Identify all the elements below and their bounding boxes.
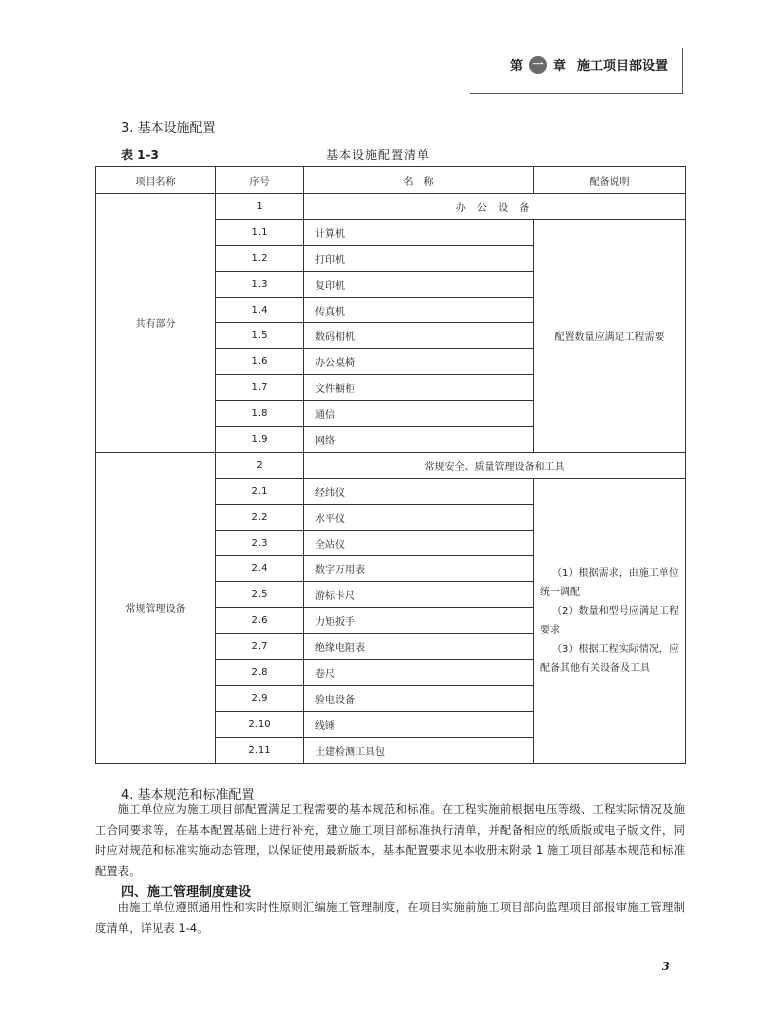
seq-cell: 2.6 (216, 608, 304, 634)
item-name-cell: 复印机 (304, 271, 534, 297)
item-name-cell: 游标卡尺 (304, 582, 534, 608)
table-title: 基本设施配置清单 (326, 148, 431, 162)
note-item: （1）根据需求，由施工单位统一调配 (540, 567, 679, 598)
col-header-note: 配备说明 (534, 167, 686, 194)
note-cell-shared: 配置数量应满足工程需要 (534, 219, 686, 452)
item-name-cell: 全站仪 (304, 530, 534, 556)
seq-cell: 2.10 (216, 711, 304, 737)
section-four-paragraph: 由施工单位遵照通用性和实时性原则汇编施工管理制度，在项目实施前施工项目部向监理项目部报审施工管理制度清单，详见表 1-4。 (95, 901, 685, 935)
item-name-cell: 办公桌椅 (304, 349, 534, 375)
item-name-cell: 网络 (304, 427, 534, 453)
section-4-paragraph: 施工单位应为施工项目部配置满足工程需要的基本规范和标准。在工程实施前根据电压等级、工程实际情况及施工合同要求等，在基本配置基础上进行补充，建立施工项目部标准执行清单，并配备相应的纸质版或电子版文件，同时应对规范和标准实施动态管理，以保证使用最新版本，基本配置要求见本收册末附录 1 施工项目部基本规范和标准配置表。 (95, 803, 685, 878)
item-name-cell: 打印机 (304, 245, 534, 271)
facility-table (95, 166, 686, 764)
note-cell-management (534, 478, 686, 763)
note-item: （3）根据工程实际情况，应配备其他有关设备及工具 (540, 643, 679, 674)
seq-cell: 1.8 (216, 401, 304, 427)
item-name-cell: 力矩扳手 (304, 608, 534, 634)
seq-cell: 1.3 (216, 271, 304, 297)
seq-cell: 2.8 (216, 660, 304, 686)
group-name-management: 常规管理设备 (96, 452, 216, 763)
section-four-heading: 四、施工管理制度建设 (121, 885, 252, 900)
item-name-cell: 线锤 (304, 711, 534, 737)
table-row (96, 452, 686, 478)
item-name-cell: 数码相机 (304, 323, 534, 349)
seq-cell: 2.9 (216, 685, 304, 711)
seq-cell: 2.1 (216, 478, 304, 504)
table-label: 表 1-3 (121, 148, 159, 162)
item-name-cell: 计算机 (304, 219, 534, 245)
seq-cell: 2.3 (216, 530, 304, 556)
seq-cell: 2.5 (216, 582, 304, 608)
seq-cell: 2.4 (216, 556, 304, 582)
table-row (96, 194, 686, 220)
item-name-cell: 验电设备 (304, 685, 534, 711)
section-4-title: 4. 基本规范和标准配置 (121, 788, 255, 803)
seq-cell: 1.2 (216, 245, 304, 271)
seq-cell: 2.11 (216, 737, 304, 763)
seq-cell: 1.9 (216, 427, 304, 453)
chapter-label (510, 55, 566, 74)
item-name-cell: 传真机 (304, 297, 534, 323)
section-3-title: 3. 基本设施配置 (121, 121, 216, 136)
col-header-name: 名 称 (304, 167, 534, 194)
item-name-cell: 土建检测工具包 (304, 737, 534, 763)
chapter-suffix: 章 (553, 59, 567, 74)
col-header-project: 项目名称 (96, 167, 216, 194)
col-header-seq: 序号 (216, 167, 304, 194)
group-header-safety: 常规安全、质量管理设备和工具 (304, 452, 686, 478)
item-name-cell: 通信 (304, 401, 534, 427)
group-header-office: 办 公 设 备 (304, 194, 686, 220)
seq-cell: 2.2 (216, 504, 304, 530)
item-name-cell: 经纬仪 (304, 478, 534, 504)
page-number: 3 (662, 960, 670, 973)
item-name-cell: 数字万用表 (304, 556, 534, 582)
chapter-number-badge: 一 (529, 56, 547, 74)
chapter-title: 施工项目部设置 (576, 59, 668, 74)
item-name-cell: 绝缘电阻表 (304, 634, 534, 660)
chapter-prefix: 第 (510, 59, 524, 74)
item-name-cell: 水平仪 (304, 504, 534, 530)
seq-cell: 1 (216, 194, 304, 220)
seq-cell: 2.7 (216, 634, 304, 660)
seq-cell: 1.4 (216, 297, 304, 323)
table-header-row (96, 167, 686, 194)
note-item: （2）数量和型号应满足工程要求 (540, 605, 679, 636)
seq-cell: 1.5 (216, 323, 304, 349)
item-name-cell: 卷尺 (304, 660, 534, 686)
seq-cell: 2 (216, 452, 304, 478)
seq-cell: 1.6 (216, 349, 304, 375)
running-header (470, 48, 683, 94)
seq-cell: 1.7 (216, 375, 304, 401)
seq-cell: 1.1 (216, 219, 304, 245)
item-name-cell: 文件橱柜 (304, 375, 534, 401)
group-name-shared: 共有部分 (96, 194, 216, 453)
